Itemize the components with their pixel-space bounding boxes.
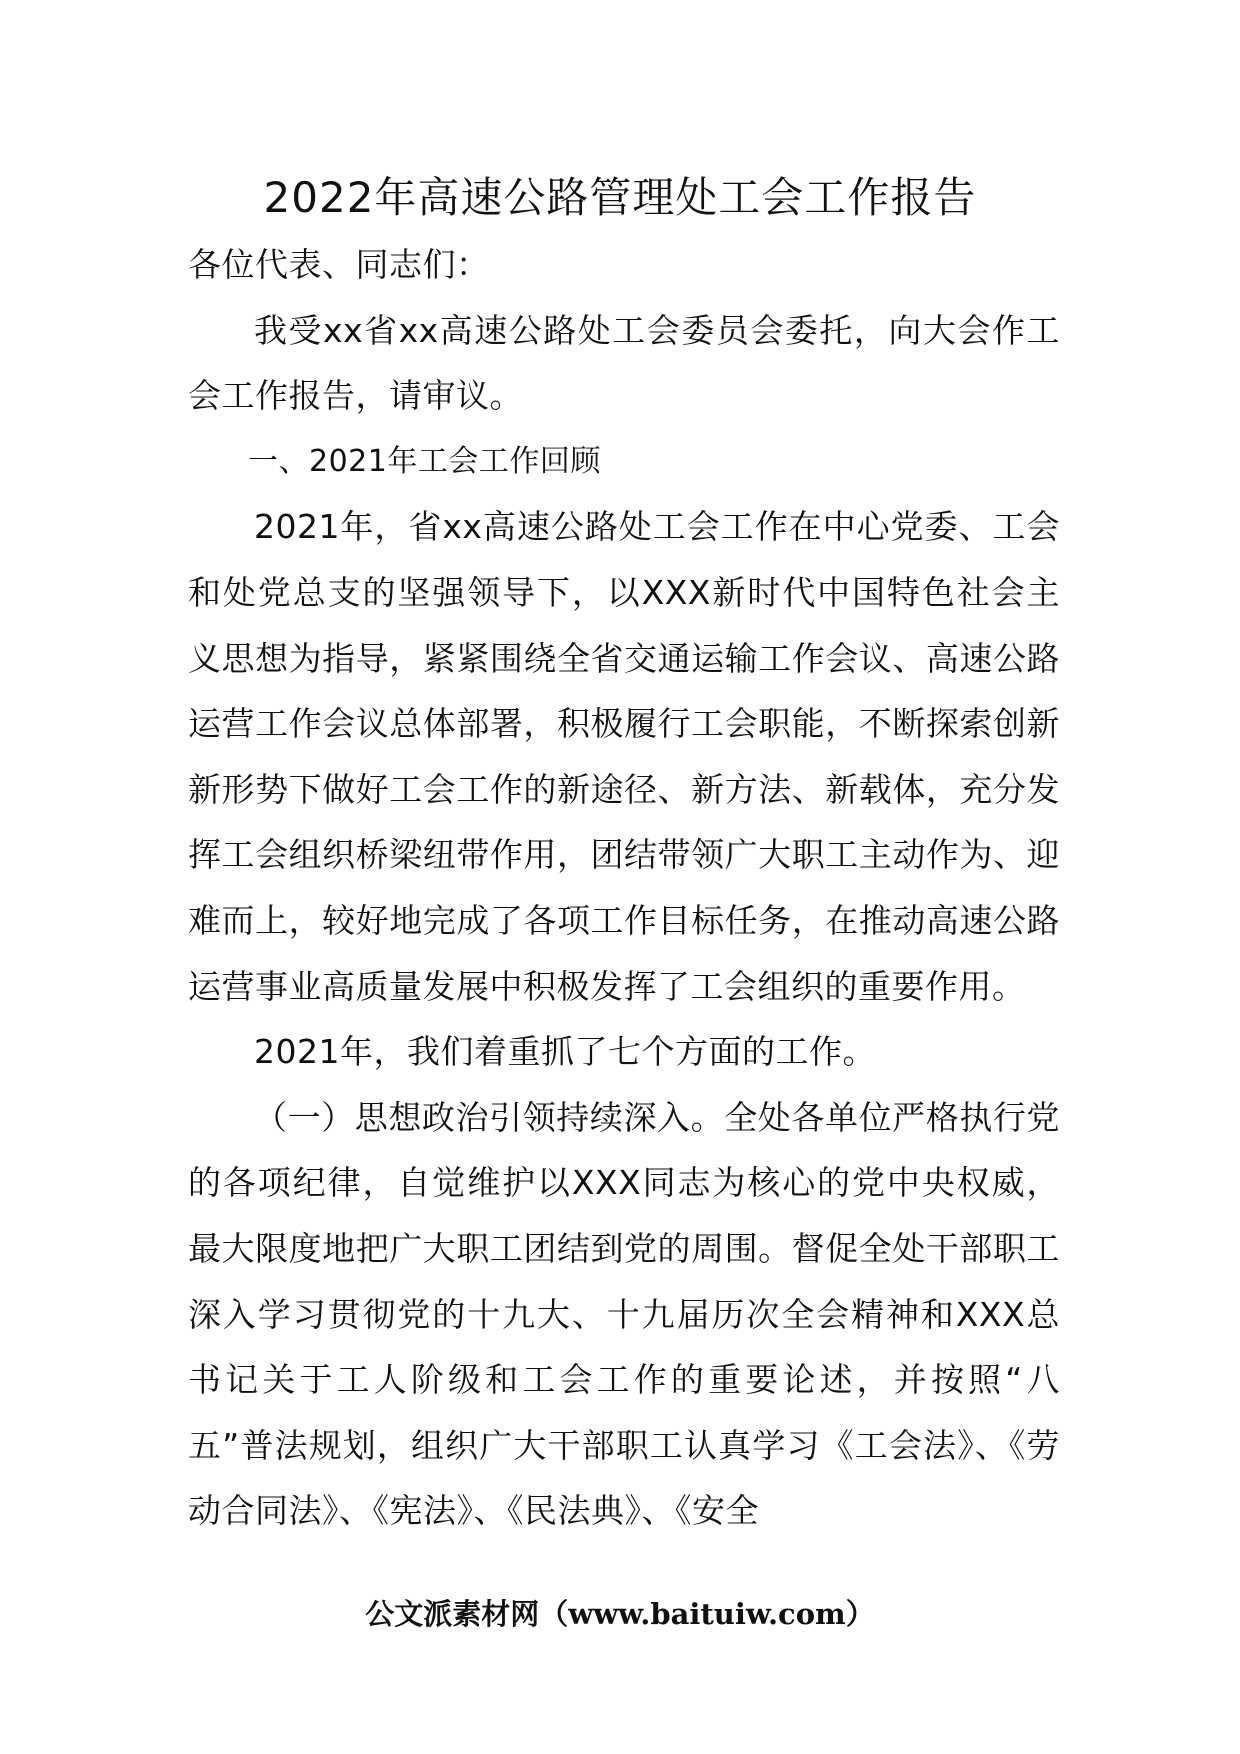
salutation: 各位代表、同志们： xyxy=(188,245,490,284)
paragraph-review: 2021年，省xx高速公路处工会工作在中心党委、工会和处党总支的坚强领导下，以XXX新时代中国特色社会主义思想为指导，紧紧围绕全省交通运输工作会议、高速公路运营工作会议总体部署，积极履行工会职能，不断探索创新新形势下做好工会工作的新途径、新方法、新载体，充分发挥工会组织桥梁纽带作用，团结带领广大职工主动作为、迎难而上，较好地完成了各项工作目标任务，在推动高速公路运营事业高质量发展中积极发挥了工会组织的重要作用。 xyxy=(188,507,1060,1006)
paragraph-seven-aspects: 2021年，我们着重抓了七个方面的工作。 xyxy=(254,1032,876,1072)
paragraph-intro: 我受xx省xx高速公路处工会委员会委托，向大会作工会工作报告，请审议。 xyxy=(188,310,1060,416)
document-body xyxy=(188,232,1060,1544)
paragraph-ideology: （一）思想政治引领持续深入。全处各单位严格执行党的各项纪律，自觉维护以XXX同志为核心的党中央权威，最大限度地把广大职工团结到党的周围。督促全处干部职工深入学习贯彻党的十九大、十九届历次全会精神和XXX总书记关于工人阶级和工会工作的重要论述，并按照“八五”普法规划，组织广大干部职工认真学习《工会法》、《劳动合同法》、《宪法》、《民法典》、《安全 xyxy=(188,1097,1060,1531)
footer-watermark: 公文派素材网（www.baituiw.com） xyxy=(365,1597,875,1631)
document-title: 2022年高速公路管理处工会工作报告 xyxy=(263,173,977,222)
section-heading: 一、2021年工会工作回顾 xyxy=(248,443,601,479)
